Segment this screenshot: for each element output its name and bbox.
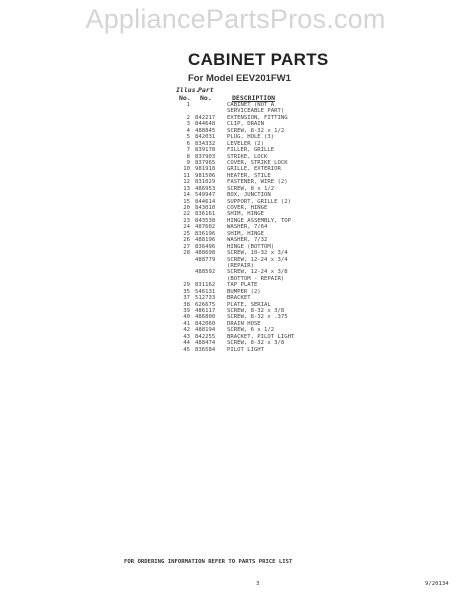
part-description: SCREW, 8 x 1/2	[227, 185, 275, 192]
part-number: 626675	[195, 301, 216, 308]
part-description: TAP PLATE	[227, 282, 258, 289]
part-number: 836584	[195, 346, 216, 353]
part-number: 488194	[195, 327, 216, 334]
part-number: 844648	[195, 121, 216, 128]
part-number: 512733	[195, 295, 216, 302]
part-description: SCREW, 12-24 x 3/8	[227, 269, 288, 276]
parts-list-row	[176, 347, 426, 353]
part-description: PLUG, HOLE (3)	[227, 134, 275, 141]
illus-number: 12	[183, 179, 190, 186]
part-description: FASTENER, WIRE (2)	[227, 179, 288, 186]
part-number: 487602	[195, 224, 216, 231]
illus-number: 27	[183, 243, 190, 250]
part-number: 488779	[195, 256, 216, 263]
part-number: 842060	[195, 320, 216, 327]
part-description: EXTENSION, FITTING	[227, 114, 288, 121]
illus-number: 42	[183, 327, 190, 334]
part-number: 843010	[195, 205, 216, 211]
illus-number: 23	[183, 217, 190, 224]
part-description: STRIKE, LOCK	[227, 153, 268, 160]
illus-number: 14	[183, 192, 190, 199]
part-description: SCREW, 8-32 x 3/8	[227, 308, 285, 314]
part-description: BUMPER (2)	[227, 288, 261, 295]
part-number: 549947	[195, 192, 216, 199]
part-description: LEVELER (2)	[227, 140, 265, 147]
part-description: SCREW, 10-32 x 3/4	[227, 250, 288, 257]
part-number: 836161	[195, 211, 216, 218]
part-description: CLIP, DRAIN	[227, 121, 265, 128]
part-number: 844614	[195, 198, 216, 205]
part-description: SCREW, 8-32 x 3/8	[227, 340, 285, 347]
part-description: WASHER, 7/64	[227, 224, 268, 231]
illus-number: 6	[186, 140, 190, 147]
part-description: SCREW, 6 x 1/2	[227, 327, 275, 334]
illus-number: 10	[183, 166, 190, 173]
part-number: 981506	[195, 172, 216, 179]
illus-number: 40	[183, 314, 190, 321]
part-number: 842255	[195, 333, 216, 340]
illus-number: 43	[183, 333, 190, 340]
document-code: 9/20134	[425, 581, 449, 587]
part-number: 837965	[195, 159, 216, 166]
part-description: SERVICEABLE PART)	[227, 108, 285, 115]
part-number: 546131	[195, 288, 216, 295]
part-description: HINGE (BOTTOM)	[227, 243, 275, 250]
illus-number: 25	[183, 230, 190, 237]
part-number: 836496	[195, 243, 216, 250]
part-number: 834332	[195, 140, 216, 147]
part-description: BRACKET	[227, 295, 251, 302]
illus-number: 37	[183, 295, 190, 302]
illus-number: 45	[183, 346, 190, 353]
part-description: BOX, JUNCTION	[227, 192, 271, 199]
illus-number: 15	[183, 198, 190, 205]
illus-number: 2	[186, 114, 190, 121]
illus-number: 24	[183, 224, 190, 231]
part-description: HINGE ASSEMBLY, TOP	[227, 217, 291, 224]
part-description: PILOT LIGHT	[227, 346, 265, 353]
part-number: 488592	[195, 269, 216, 276]
part-description: GRILLE, EXTERIOR	[227, 166, 281, 173]
illus-number: 35	[183, 288, 190, 295]
part-description: COVER, HINGE	[227, 205, 268, 211]
illus-number: 22	[183, 211, 190, 218]
part-number: 831029	[195, 179, 216, 186]
part-number: 837903	[195, 153, 216, 160]
part-description: DRAIN HOSE	[227, 320, 261, 327]
part-number: 486953	[195, 185, 216, 192]
part-description: BRACKET, PILOT LIGHT	[227, 333, 295, 340]
part-description: PLATE, SERIAL	[227, 301, 271, 308]
illus-number: 11	[183, 172, 190, 179]
parts-list	[176, 102, 426, 353]
part-description: CABINET (NOT A	[227, 102, 275, 108]
illus-number: 8	[186, 153, 190, 160]
column-header-illus: Illus.	[176, 86, 200, 94]
part-number: 488196	[195, 237, 216, 244]
illus-number: 38	[183, 301, 190, 308]
page-number: 3	[256, 581, 260, 587]
part-number: 831162	[195, 282, 216, 289]
illus-number: 13	[183, 185, 190, 192]
illus-number: 9	[186, 159, 190, 166]
illus-number: 39	[183, 308, 190, 314]
part-description: FILLER, GRILLE	[227, 147, 275, 154]
illus-number: 4	[186, 127, 190, 134]
part-number: 981918	[195, 166, 216, 173]
illus-number: 7	[186, 147, 190, 154]
part-description: SCREW, 8-32 x .375	[227, 314, 288, 321]
part-number: 843538	[195, 217, 216, 224]
illus-number: 41	[183, 320, 190, 327]
page-title: CABINET PARTS	[188, 50, 329, 69]
part-number: 839178	[195, 147, 216, 154]
ordering-info-footer: FOR ORDERING INFORMATION REFER TO PARTS PRICE LIST	[124, 559, 293, 565]
part-description: COVER, STRIKE LOCK	[227, 159, 288, 166]
part-number: 836196	[195, 230, 216, 237]
illus-number: 3	[186, 121, 190, 128]
part-number: 486800	[195, 314, 216, 321]
part-description: HEATER, STILE	[227, 172, 271, 179]
part-description: SUPPORT, GRILLE (2)	[227, 198, 291, 205]
part-number: 486117	[195, 308, 216, 314]
part-description: (REPAIR)	[227, 262, 254, 269]
part-description: (BOTTOM - REPAIR)	[227, 275, 285, 282]
model-subtitle: For Model EEV201FW1	[188, 73, 291, 84]
illus-number: 5	[186, 134, 190, 141]
illus-number: 44	[183, 340, 190, 347]
illus-number: 20	[183, 205, 190, 211]
part-description: SCREW, 12-24 x 3/4	[227, 256, 288, 263]
column-header-part: Part	[198, 86, 214, 94]
part-description: SCREW, 8-32 x 1/2	[227, 127, 285, 134]
illus-number: 1	[186, 102, 190, 108]
illus-number: 29	[183, 282, 190, 289]
part-number: 842031	[195, 134, 216, 141]
part-number: 488698	[195, 250, 216, 257]
illus-number: 28	[183, 250, 190, 257]
illus-number: 26	[183, 237, 190, 244]
part-description: SHIM, HINGE	[227, 230, 265, 237]
part-description: WASHER, 7/32	[227, 237, 268, 244]
column-header-description: DESCRIPTION	[232, 94, 276, 102]
part-number: 842217	[195, 114, 216, 121]
column-header-part-no: No.	[200, 94, 212, 102]
part-number: 488845	[195, 127, 216, 134]
watermark-text: AppliancePartsPros.com	[85, 4, 386, 34]
part-description: SHIM, HINGE	[227, 211, 265, 218]
part-number: 488474	[195, 340, 216, 347]
column-header-illus-no: No.	[179, 94, 191, 102]
